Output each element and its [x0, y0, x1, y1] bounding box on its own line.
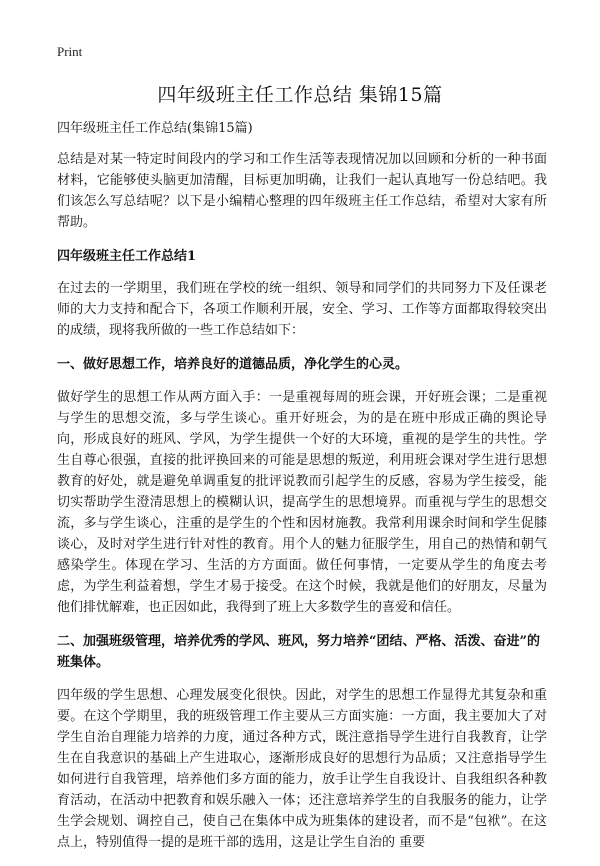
document-title: 四年级班主任工作总结 集锦15篇 [157, 84, 443, 106]
print-link[interactable]: Print [57, 44, 83, 59]
intro-paragraph: 总结是对某一特定时间段内的学习和工作生活等表现情况加以回顾和分析的一种书面材料，它能够使头脑更加清醒，目标更加明确，让我们一起认真地写一份总结吧。我们该怎么写总结呢？以下是小编精心整理的四年级班主任工作总结，希望对大家有所帮助。 [57, 152, 547, 230]
point-one-heading: 一、做好思想工作，培养良好的道德品质，净化学生的心灵。 [57, 357, 409, 372]
point-two-paragraph: 四年级的学生思想、心理发展变化很快。因此，对学生的思想工作显得尤其复杂和重要。在这个学期里，我的班级管理工作主要从三方面实施：一方面，我主要加大了对学生自治自理能力培养的力度，通过各种方式，既注意指导学生进行自我教育，让学生在自我意识的基础上产生进取心，逐渐形成良好的思想行为品质；又注意指导学生如何进行自我管理，培养他们多方面的能力，放手让学生自我设计、自我组织各种教育活动，在活动中把教育和娱乐融入一体；还注意培养学生的自我服务的能力，让学生学会规划、调控自己，使自己在集体中成为班集体的建设者，而不是“包袱”。在这点上，特别值得一提的是班干部的选用，这是让学生自治的 重要 [57, 688, 547, 850]
point-one-paragraph: 做好学生的思想工作从两方面入手：一是重视每周的班会课，开好班会课；二是重视与学生的思想交流，多与学生谈心。重开好班会，为的是在班中形成正确的舆论导向，形成良好的班风、学风，为学生提供一个好的大环境，重视的是学生的共性。学生自尊心很强，直接的批评换回来的可能是思想的叛逆，利用班会课对学生进行思想教育的好处，就是避免单调重复的批评说教而引起学生的反感，容易为学生接受，能切实帮助学生澄清思想上的模糊认识，提高学生的思想境界。而重视与学生的思想交流，多与学生谈心，注重的是学生的个性和因材施教。我常利用课余时间和学生促膝谈心，及时对学生进行针对性的教育。用个人的魅力征服学生，用自己的热情和朝气感染学生。体现在学习、生活的方方面面。做任何事情，一定要从学生的角度去考虑，为学生利益着想，学生才易于接受。在这个时候，我就是他们的好朋友，尽量为他们排忧解难，也正因如此，我得到了班上大多数学生的喜爱和信任。 [57, 390, 547, 615]
document-body [57, 118, 547, 866]
document-subtitle: 四年级班主任工作总结(集锦15篇) [57, 121, 253, 136]
point-two-heading: 二、加强班级管理，培养优秀的学风、班风，努力培养“团结、严格、活泼、奋进”的班集体。 [57, 634, 540, 670]
section-paragraph: 在过去的一学期里，我们班在学校的统一组织、领导和同学们的共同努力下及任课老师的大力支持和配合下，各项工作顺利开展，安全、学习、工作等方面都取得较突出的成绩，现将我所做的一些工作总结如下： [57, 281, 547, 338]
section-heading: 四年级班主任工作总结1 [57, 249, 197, 264]
